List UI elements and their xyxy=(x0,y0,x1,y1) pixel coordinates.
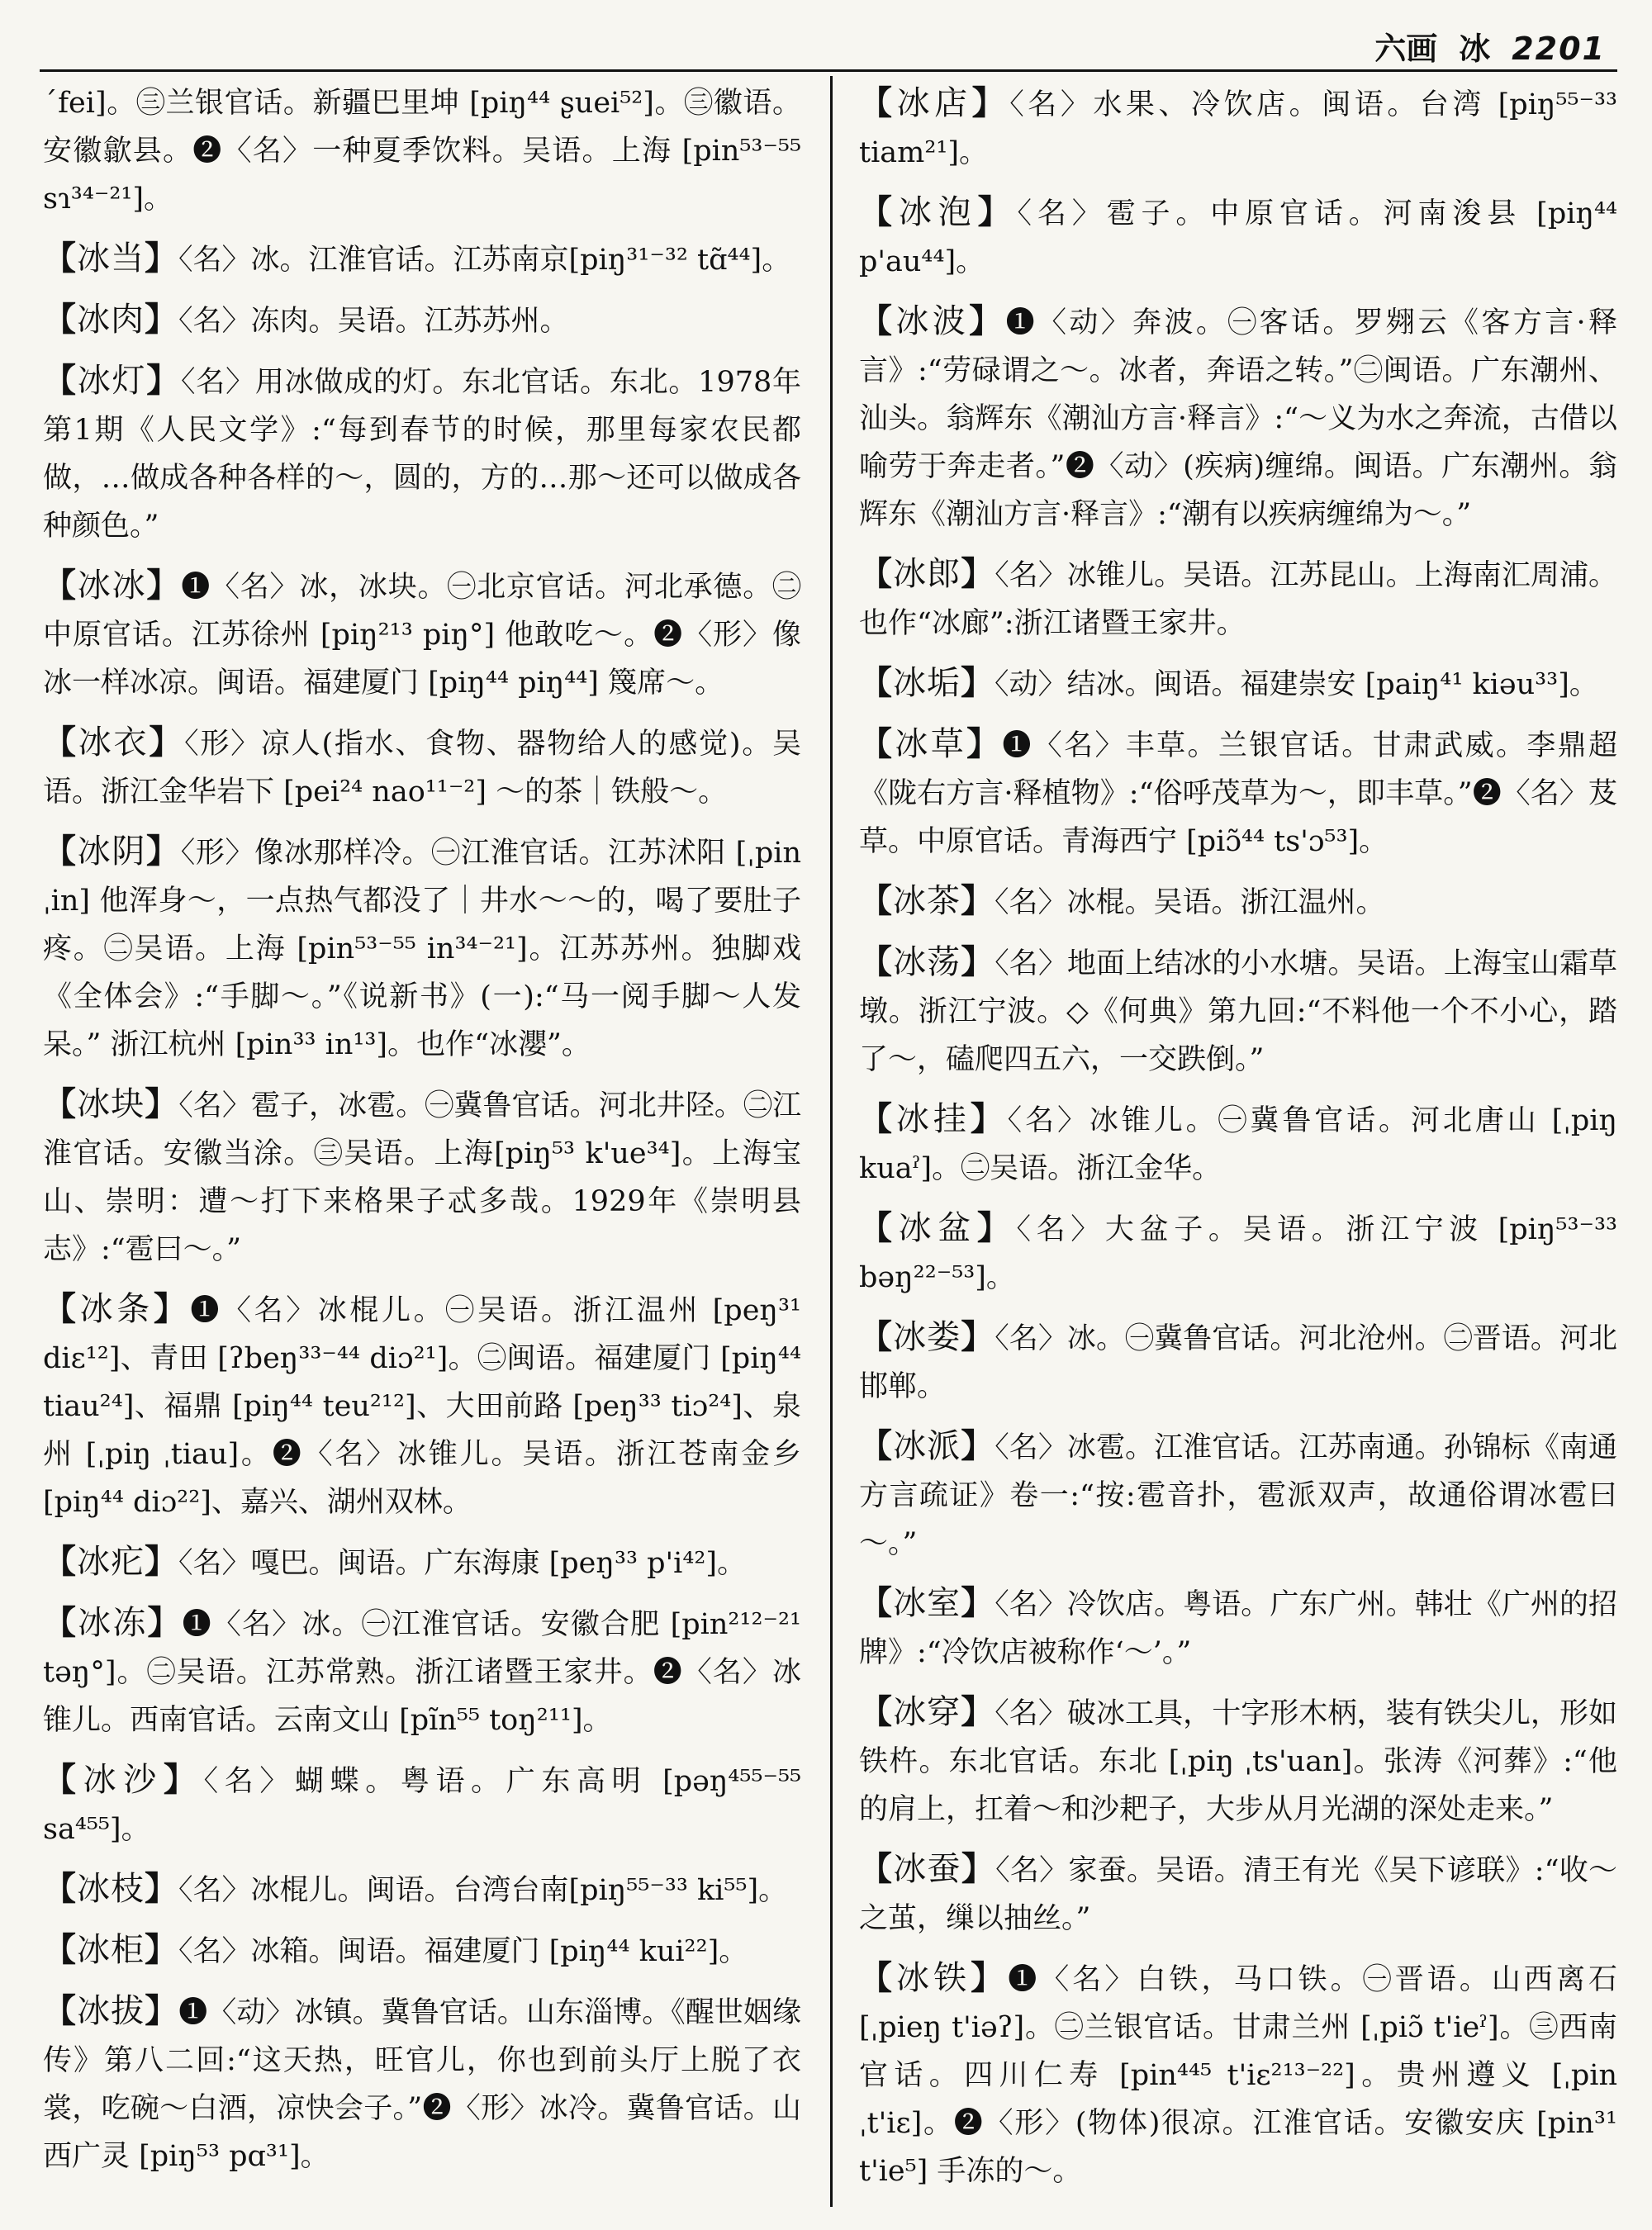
dictionary-entry xyxy=(43,719,801,816)
headword-text: 冰派 xyxy=(893,1427,961,1465)
headword-text: 冰枝 xyxy=(77,1870,145,1908)
headword-text: 冰灯 xyxy=(77,362,147,400)
entry-headword: 【冰娄】 xyxy=(859,1317,995,1356)
headword-text: 冰波 xyxy=(895,302,970,340)
entry-definition: 〈形〉凉人(指水、食物、器物给人的感觉)。吴语。浙江金华岩下 [pei²⁴ nao¹¹⁻²] ～的茶｜铁般～。 xyxy=(43,728,802,809)
entry-definition: ❶〈动〉奔波。㊀客话。罗翙云《客方言·释言》:“劳碌谓之～。冰者，奔语之转。”㊁闽语。广东潮州、汕头。翁辉东《潮汕方言·释言》:“～义为水之奔流，古借以喻劳于奔走者。”❷〈动〉(疾病)缠绵。闽语。广东潮州。翁辉东《潮汕方言·释言》:“潮有以疾病缠绵为～。” xyxy=(859,306,1618,531)
entry-definition: ❶〈名〉冰棍儿。㊀吴语。浙江温州 [peŋ³¹ diɛ¹²]、青田 [ʔbeŋ³³⁻⁴⁴ diɔ²¹]。㊁闽语。福建厦门 [piŋ⁴⁴ tiau²⁴]、福鼎 [piŋ⁴⁴ teu²¹²]、大田前路 [peŋ³³ tiɔ²⁴]、泉州 [ˌpiŋ ˌtiau]。❷〈名〉冰锥儿。吴语。浙江苍南金乡 [piŋ⁴⁴ diɔ²²]、嘉兴、湖州双林。 xyxy=(43,1294,802,1519)
dictionary-entry xyxy=(43,1599,801,1744)
headword-text: 冰块 xyxy=(77,1085,145,1123)
headword-text: 冰衣 xyxy=(78,724,150,762)
entry-headword: 【冰盆】 xyxy=(859,1208,1017,1247)
headword-text: 冰室 xyxy=(893,1584,961,1622)
dictionary-entry xyxy=(43,357,801,550)
entry-headword: 【冰疕】 xyxy=(43,1542,178,1581)
dictionary-entry xyxy=(43,1865,801,1914)
entry-definition: 〈名〉破冰工具，十字形木柄，装有铁尖儿，形如铁杵。东北官话。东北 [ˌpiŋ ˌts'uan]。张涛《河葬》:“他的肩上，扛着～和沙耙子，大步从月光湖的深处走来。” xyxy=(859,1697,1617,1826)
entry-headword: 【冰铁】 xyxy=(859,1958,1009,1997)
entry-headword: 【冰拔】 xyxy=(43,1991,179,2030)
headword-text: 冰穿 xyxy=(893,1693,961,1731)
entry-headword: 【冰郎】 xyxy=(859,554,995,593)
headword-text: 冰草 xyxy=(895,725,967,763)
entry-definition: 〈名〉嘎巴。闽语。广东海康 [peŋ³³ p'i⁴²]。 xyxy=(178,1547,747,1580)
dictionary-entry xyxy=(43,1926,801,1976)
entry-definition: 〈名〉冰雹。江淮官话。江苏南通。孙锦标《南通方言疏证》卷一:“按:雹音扑，雹派双声，故通俗谓冰雹曰～。” xyxy=(859,1431,1617,1560)
dictionary-entry xyxy=(43,562,801,707)
headword-text: 冰挂 xyxy=(895,1100,971,1138)
headword-text: 冰疕 xyxy=(77,1543,145,1581)
dictionary-entry xyxy=(43,235,801,284)
headword-text: 冰盆 xyxy=(898,1209,977,1247)
entry-definition: 〈名〉雹子。中原官话。河南浚县 [piŋ⁴⁴ p'au⁴⁴]。 xyxy=(859,197,1618,278)
dictionary-entry xyxy=(43,1538,801,1587)
headword-text: 冰蚕 xyxy=(893,1850,961,1888)
section-label: 六画 xyxy=(1374,30,1438,67)
dictionary-entry xyxy=(859,188,1617,286)
entry-headword: 【冰枝】 xyxy=(43,1869,178,1908)
dictionary-entry xyxy=(859,1095,1617,1193)
dictionary-entry xyxy=(859,1579,1617,1677)
headword-text: 冰垢 xyxy=(893,664,961,702)
headword-text: 冰铁 xyxy=(896,1959,971,1997)
entry-headword: 【冰垢】 xyxy=(859,663,995,702)
headword-text: 冰店 xyxy=(896,84,972,122)
dictionary-entry xyxy=(859,79,1617,177)
entry-definition: 〈名〉水果、冷饮店。闽语。台湾 [piŋ⁵⁵⁻³³ tiam²¹]。 xyxy=(859,88,1618,169)
entry-headword: 【冰室】 xyxy=(859,1583,995,1622)
entry-definition: ˊfei]。㊂兰银官话。新疆巴里坤 [piŋ⁴⁴ ʂuei⁵²]。㊂徽语。安徽歙县。❷〈名〉一种夏季饮料。吴语。上海 [pin⁵³⁻⁵⁵ sɿ³⁴⁻²¹]。 xyxy=(43,87,801,216)
entry-headword: 【冰冰】 xyxy=(43,566,182,605)
entry-definition: 〈名〉冰锥儿。吴语。江苏昆山。上海南汇周浦。也作“冰廊”:浙江诸暨王家井。 xyxy=(859,559,1617,640)
headword-text: 冰沙 xyxy=(83,1761,164,1799)
entry-definition: ❶〈名〉冰，冰块。㊀北京官话。河北承德。㊁中原官话。江苏徐州 [piŋ²¹³ piŋ°] 他敢吃～。❷〈形〉像冰一样冰凉。闽语。福建厦门 [piŋ⁴⁴ piŋ⁴⁴] 篾席～。 xyxy=(43,571,802,700)
dictionary-entry xyxy=(859,1422,1617,1568)
dictionary-entry xyxy=(859,550,1617,648)
headword-text: 冰柜 xyxy=(77,1931,145,1969)
entry-headword: 【冰衣】 xyxy=(43,723,185,762)
entry-headword: 【冰波】 xyxy=(859,301,1006,340)
entry-definition: 〈名〉冰箱。闽语。福建厦门 [piŋ⁴⁴ kui²²]。 xyxy=(178,1935,748,1968)
dictionary-entry xyxy=(859,659,1617,709)
entry-definition: 〈名〉冰。江淮官话。江苏南京[piŋ³¹⁻³² tɑ̃⁴⁴]。 xyxy=(178,244,791,277)
left-column xyxy=(43,79,801,2192)
entry-headword: 【冰挂】 xyxy=(859,1099,1008,1138)
page-header xyxy=(1374,23,1606,69)
entry-headword: 【冰蚕】 xyxy=(859,1849,996,1888)
column-divider xyxy=(830,76,833,2207)
entry-headword: 【冰泡】 xyxy=(859,192,1018,231)
entry-headword: 【冰派】 xyxy=(859,1426,995,1465)
page-number: 2201 xyxy=(1512,31,1606,67)
entry-headword: 【冰条】 xyxy=(43,1289,191,1328)
headword-text: 冰荡 xyxy=(893,943,961,981)
entry-headword: 【冰沙】 xyxy=(43,1760,204,1799)
entry-headword: 【冰荡】 xyxy=(859,942,995,981)
headword-text: 冰冰 xyxy=(77,567,147,605)
dictionary-entry xyxy=(859,877,1617,927)
headword-text: 冰当 xyxy=(77,240,145,278)
dictionary-entry xyxy=(859,1845,1617,1943)
dictionary-entry xyxy=(43,1285,801,1526)
dictionary-entry xyxy=(859,1313,1617,1411)
headword-text: 冰茶 xyxy=(893,882,961,920)
entry-definition: 〈名〉冷饮店。粤语。广东广州。韩壮《广州的招牌》:“冷饮店被称作‘～’。” xyxy=(859,1588,1617,1669)
entry-definition: 〈名〉冰棍。吴语。浙江温州。 xyxy=(995,886,1385,919)
headword-text: 冰肉 xyxy=(77,301,145,339)
dictionary-entry xyxy=(43,79,801,223)
dictionary-entry xyxy=(859,297,1617,539)
headword-text: 冰拔 xyxy=(77,1992,145,2030)
entry-definition: 〈名〉地面上结冰的小水塘。吴语。上海宝山霜草墩。浙江宁波。◇《何典》第九回:“不料他一个不小心，踏了～，磕爬四五六，一交跌倒。” xyxy=(859,947,1617,1076)
headword-text: 冰条 xyxy=(79,1290,154,1328)
entry-definition: 〈名〉蝴蝶。粤语。广东高明 [pəŋ⁴⁵⁵⁻⁵⁵ sa⁴⁵⁵]。 xyxy=(43,1765,802,1846)
dictionary-entry xyxy=(859,938,1617,1084)
dictionary-entry xyxy=(43,1080,801,1274)
entry-headword: 【冰阴】 xyxy=(43,832,181,871)
entry-headword: 【冰灯】 xyxy=(43,361,182,400)
entry-headword: 【冰块】 xyxy=(43,1084,179,1123)
dictionary-entry xyxy=(859,1204,1617,1302)
entry-definition: 〈名〉家蚕。吴语。清王有光《吴下谚联》:“收～之茧，缫以抽丝。” xyxy=(859,1854,1618,1935)
entry-headword: 【冰柜】 xyxy=(43,1930,178,1969)
entry-definition: ❶〈名〉冰。㊀江淮官话。安徽合肥 [pin²¹²⁻²¹ təŋ°]。㊁吴语。江苏常熟。浙江诸暨王家井。❷〈名〉冰锥儿。西南官话。云南文山 [pĩn⁵⁵ toŋ²¹¹]。 xyxy=(43,1608,802,1737)
entry-definition: 〈名〉冰锥儿。㊀冀鲁官话。河北唐山 [ˌpiŋ kuaˀ]。㊁吴语。浙江金华。 xyxy=(859,1104,1618,1185)
entry-headword: 【冰冻】 xyxy=(43,1603,183,1642)
entry-definition: 〈动〉结冰。闽语。福建崇安 [paiŋ⁴¹ kiəu³³]。 xyxy=(995,668,1598,701)
entry-definition: 〈形〉像冰那样冷。㊀江淮官话。江苏沭阳 [ˌpin ˌin] 他浑身～，一点热气都没了｜井水～～的，喝了要肚子疼。㊁吴语。上海 [pin⁵³⁻⁵⁵ in³⁴⁻²¹]。江苏苏州。独脚戏《全体会》:“手脚～。”《说新书》(一):“马一阅手脚～人发呆。” 浙江杭州 [pin³³ in¹³]。也作“冰瀴”。 xyxy=(43,837,802,1061)
headword-text: 冰泡 xyxy=(898,193,978,231)
dictionary-entry xyxy=(859,1954,1617,2195)
dictionary-entry xyxy=(859,720,1617,866)
entry-headword: 【冰肉】 xyxy=(43,300,178,339)
entry-definition: ❶〈名〉白铁，马口铁。㊀晋语。山西离石 [ˌpieŋ t'iəʔ]。㊁兰银官话。甘肃兰州 [ˌpiɔ̃ t'ieˀ]。㊂西南官话。四川仁寿 [pin⁴⁴⁵ t'iɛ²¹³⁻²²]。贵州遵义 [ˌpin ˌt'iɛ]。❷〈形〉(物体)很凉。江淮官话。安徽安庆 [pin³¹ t'ie⁵] 手冻的～。 xyxy=(859,1963,1617,2188)
header-rule xyxy=(40,69,1617,72)
entry-headword: 【冰当】 xyxy=(43,239,178,278)
entry-headword: 【冰店】 xyxy=(859,83,1010,122)
header-character: 冰 xyxy=(1459,30,1491,67)
headword-text: 冰阴 xyxy=(77,833,147,871)
entry-definition: ❶〈动〉冰镇。冀鲁官话。山东淄博。《醒世姻缘传》第八二回:“这天热，旺官儿，你也到前头厅上脱了衣裳，吃碗～白酒，凉快会子。”❷〈形〉冰冷。冀鲁官话。山西广灵 [piŋ⁵³ pɑ³¹]。 xyxy=(43,1996,801,2173)
entry-definition: 〈名〉冻肉。吴语。江苏苏州。 xyxy=(178,305,569,338)
entry-definition: 〈名〉用冰做成的灯。东北官话。东北。1978年第1期《人民文学》:“每到春节的时候，那里每家农民都做，…做成各种各样的～，圆的，方的…那～还可以做成各种颜色。” xyxy=(43,366,802,543)
entry-definition: 〈名〉大盆子。吴语。浙江宁波 [piŋ⁵³⁻³³ bəŋ²²⁻⁵³]。 xyxy=(859,1213,1618,1294)
headword-text: 冰冻 xyxy=(78,1604,148,1642)
entry-definition: ❶〈名〉丰草。兰银官话。甘肃武威。李鼎超《陇右方言·释植物》:“俗呼茂草为～，即丰草。”❷〈名〉芨草。中原官话。青海西宁 [piɔ̃⁴⁴ ts'ɔ⁵³]。 xyxy=(859,729,1618,858)
dictionary-entry xyxy=(43,1987,801,2180)
dictionary-entry xyxy=(859,1688,1617,1834)
dictionary-entry xyxy=(43,1756,801,1853)
dictionary-entry xyxy=(43,828,801,1069)
entry-definition: 〈名〉冰。㊀冀鲁官话。河北沧州。㊁晋语。河北邯郸。 xyxy=(859,1322,1617,1403)
entry-definition: 〈名〉冰棍儿。闽语。台湾台南[piŋ⁵⁵⁻³³ ki⁵⁵]。 xyxy=(178,1874,788,1907)
entry-headword: 【冰穿】 xyxy=(859,1692,995,1731)
headword-text: 冰娄 xyxy=(893,1318,961,1356)
right-column xyxy=(859,79,1617,2207)
entry-definition: 〈名〉雹子，冰雹。㊀冀鲁官话。河北井陉。㊁江淮官话。安徽当涂。㊂吴语。上海[piŋ⁵³ k'ue³⁴]。上海宝山、崇明：遭～打下来格果子忒多哉。1929年《崇明县志》:“雹曰～。” xyxy=(43,1089,801,1266)
entry-headword: 【冰草】 xyxy=(859,724,1003,763)
dictionary-entry xyxy=(43,296,801,345)
headword-text: 冰郎 xyxy=(893,555,961,593)
entry-headword: 【冰茶】 xyxy=(859,881,995,920)
